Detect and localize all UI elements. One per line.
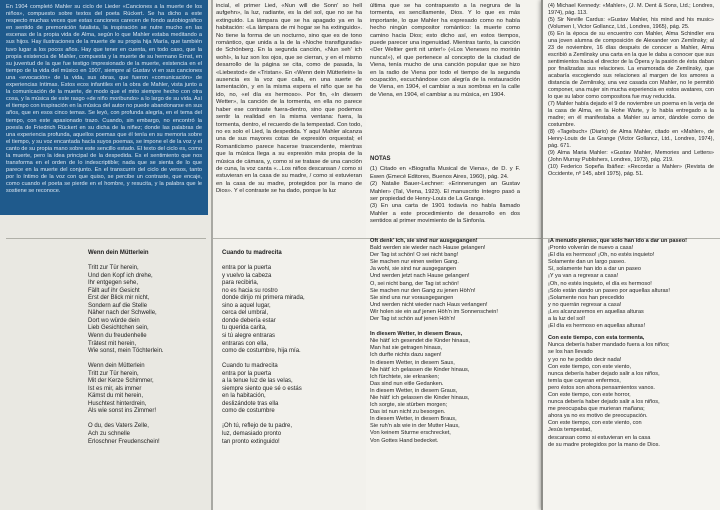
note-item: (8) «Tagebuch» (Diario) de Alma Mahler, citado en «Mahler», de Henry-Louis de La Grange (Victor Gollancz, Ltd., Londres, 1974), pág. 671. bbox=[548, 129, 714, 149]
right-page bbox=[542, 0, 720, 510]
poem-line: Wie sonst, mein Töchterlein. bbox=[88, 348, 164, 355]
poem-line: In diesem Wetter, in diesem Graus, bbox=[370, 387, 458, 394]
poem-line: como de costumbre bbox=[222, 408, 275, 415]
poem-line: ¡El día es hermoso! ¡Oh, no estés inquieto! bbox=[548, 252, 655, 259]
poem-line: Con este tiempo, con este horror, bbox=[548, 391, 631, 398]
poem-line: Der Tag ist schön! O sei nicht bang! bbox=[370, 252, 459, 259]
notes-title: NOTAS bbox=[370, 156, 391, 162]
center-page bbox=[366, 0, 542, 510]
poem-line: sino a aquel lugar, bbox=[222, 302, 271, 309]
poem-line: Tritt zur Tür herein, bbox=[88, 370, 139, 377]
intro-text: En 1904 completó Mahler su ciclo de Lieder «Canciones a la muerte de los niños», compuesto sobre textos del poeta Rückert. Se ha dicho a este respecto muchas veces que estas canciones carecen de fondo autobiográfico en sentido de premonición fatalista, la inspiración se nutre mucho en las escenas de la propia vida de Alma, según lo que Mahler estaba meditando a sus hijos. Hay ilustraciones de la muerte de su propia hija María, que también tuvo lugar a los pocos años. Hay que tener en cuenta, en todo caso, que la propia existencia de Mahler, compuesta y la muerte de su hermano Ernst, en su juventud de la que fue testigo impresionado de la muerte, existencia en el tiempo de la vida del músico en 1907, siempre al Gustav vi en sus canciones una «evocación» de la vida, sus obras, que fueron «comunicación» de experiencias íntimas. Estos ecos infantiles en la obra de Mahler, vista junto a la comunicación de la muerte, de modo que el mito siempre hecho con otra cosa, y la música de este rasgo «de niño moribundo» a lo largo de su vida. Así el tiempo con inspiración en la música del autor no puede abandonarse en sus años, que en esos cinco temas. Se leyó, con profunda alegría, en el tema del tiempo, con este apasionado trazo. Cuando, sin embargo, no encontró la poesía de Friedrich Rückert en su dicha de la niñez; donde las palabras de una experiencia profunda, aquellos poemas que él tenía en su memoria sobre el tiempo, y su voz encantada hacía suyos poemas, se impone el de la voz y el canto de su propia mano sobre este sencillo estado. El texto del ciclo es, como la muerte, pero la idea principal de la despedida. Es el sentimiento que nos transforma en el orden de lo indescriptible; nada que se sienta de lo que parece en la muerte del conjunto. En el transcurrir del ciclo de versos, tanto por lo íntimo de la voz con que quiso, se percibe un contraste, que encaje, como cuando el poeta se pierde en el hombre, y resucita, y la palabra que le sostiene se reconoce. bbox=[6, 4, 202, 195]
poem-line: Kämst du mit herein, bbox=[88, 393, 144, 400]
poem-line: Von Gottes Hand bedecket. bbox=[370, 437, 439, 444]
poem-line: Der Tag ist schön auf jenen Höh'n! bbox=[370, 316, 456, 323]
poem-line: Jesús tempestad, bbox=[548, 427, 592, 434]
poem-line: ¡Oh tú, reflejo de tu padre, bbox=[222, 423, 293, 430]
poem-title: ¡A menudo pienso, que sólo han ido a dar un paseo! bbox=[548, 238, 688, 244]
poem-line: en la habitación, bbox=[222, 393, 266, 400]
poem-title: Oft denk' ich, sie sind nur ausgegangen! bbox=[370, 238, 478, 244]
poem-line: Cuando tu madrecita bbox=[222, 363, 278, 370]
essay-column-2 bbox=[370, 3, 520, 151]
poem-line: Fällt auf ihr Gesicht bbox=[88, 287, 140, 294]
poem-line: ¡Solamente nos han precedido bbox=[548, 294, 625, 301]
poem-line: Mit der Kerze Schimmer, bbox=[88, 378, 154, 385]
poem-line: Nie hätt' ich gelassen die Kinder hinaus, bbox=[370, 394, 470, 401]
poem-line: nunca debería haber dejado salir a los niños, bbox=[548, 370, 660, 377]
poem-a-menudo-pienso bbox=[548, 238, 698, 449]
poem-line: Erloschner Freudenschein! bbox=[88, 438, 160, 445]
poem-line: descansan como si estuvieran en la casa bbox=[548, 434, 651, 441]
poem-line: O du, des Vaters Zelle, bbox=[88, 423, 149, 430]
poem-wenn-dein-muetterlein bbox=[88, 250, 164, 446]
poem-line: In diesem Wetter, in diesem Saus, bbox=[370, 359, 455, 366]
page-fold bbox=[541, 0, 543, 510]
poem-line: para recibirla, bbox=[222, 280, 259, 287]
notes-continued bbox=[548, 3, 714, 235]
poem-line: a la luz del sol! bbox=[548, 316, 586, 323]
poem-line: Con este tiempo, con este viento, bbox=[548, 363, 632, 370]
poem-line: Das ist nun nicht zu besorgen. bbox=[370, 409, 446, 416]
poem-title: Wenn dein Mütterlein bbox=[88, 250, 149, 256]
poem-line: Ihr entgegen sehe, bbox=[88, 280, 139, 287]
poem-line: Sie sind uns nur vorausgegangen bbox=[370, 294, 454, 301]
poem-line: tan pronto extinguido! bbox=[222, 438, 280, 445]
poem-line: Ach zu schnelle bbox=[88, 430, 131, 437]
poem-line: Ist es mir, als immer bbox=[88, 385, 142, 392]
poem-line: entraras con ella, bbox=[222, 340, 269, 347]
poem-line: donde dirijo mi primera mirada, bbox=[222, 295, 305, 302]
poem-line: y no querrán regresar a casa! bbox=[548, 301, 622, 308]
note-item: (4) Michael Kennedy: «Mahler», (J. M. Dent & Sons, Ltd.; Londres, 1974), pág. 113. bbox=[548, 3, 714, 16]
poem-line bbox=[88, 416, 164, 424]
poem-line: y yo no he podido decir nada! bbox=[548, 356, 622, 363]
poem-line: Sie ruh'n als wie in der Mutter Haus, bbox=[370, 423, 460, 430]
notes-section bbox=[370, 152, 520, 226]
poem-line: Nie hätt' ich gelassen die Kinder hinaus, bbox=[370, 366, 470, 373]
poem-line: tu querida carita, bbox=[222, 325, 267, 332]
poem-line: pero éstos son ahora pensamientos vanos. bbox=[548, 384, 655, 391]
poem-line: Lieb Gesichtchen sein, bbox=[88, 325, 149, 332]
poem-line: Huschtest hinterdrein, bbox=[88, 400, 147, 407]
poem-line: de su madre protegidos por la mano de Dios. bbox=[548, 441, 660, 448]
poem-line: ¡Sólo están dando un paseo por aquellas alturas! bbox=[548, 287, 670, 294]
note-item: (7) Mahler había dejado el 9 de noviembre un poema en la verja de la casa de Alma, en la Hohe Warte, y lo había entregado a la madre; en él manifestaba a Mahler su amor, dándole como de costumbre. bbox=[548, 101, 714, 128]
poem-line: O, sei nicht bang, der Tag ist schön! bbox=[370, 280, 459, 287]
poem-line: Ja wohl, sie sind nur ausgegangen bbox=[370, 266, 457, 273]
poem-title-2: Con este tiempo, con esta tormenta, bbox=[548, 335, 645, 342]
poem-line: Bald werden sie wieder nach Hause gelangen! bbox=[370, 245, 486, 252]
poem-line: ¡Pronto volverán de nuevo a casa! bbox=[548, 245, 634, 252]
divider-line bbox=[6, 238, 206, 239]
note-item: (10) Federico Sopeña Ibáñez: «Recordar a Mahler» (Revista de Occidente, nº 145, abril 1975), pág. 51. bbox=[548, 164, 714, 177]
poem-line: Sie machen nur einen weiten Gang. bbox=[370, 259, 459, 266]
poem-line: Solamente dan un largo paseo. bbox=[548, 259, 626, 266]
poem-line: luz, demasiado pronto bbox=[222, 430, 282, 437]
poem-title: Cuando tu madrecita bbox=[222, 250, 282, 256]
poem-line: no es hacia su rostro bbox=[222, 287, 278, 294]
poem-line: Und den Kopf ich drehe, bbox=[88, 272, 153, 279]
poem-line: Man hat sie getragen hinaus, bbox=[370, 345, 443, 352]
poem-line: donde debería estar bbox=[222, 317, 276, 324]
note-item: (2) Natalie Bauer-Lechner: «Erinnerungen an Gustav Mahler» (Tal, Viena, 1923). El manuscrito íntegro pasó a ser propiedad de Henry-Louis de La Grange. bbox=[370, 181, 520, 203]
poem-line: se los han llevado bbox=[548, 349, 593, 356]
note-item: (3) En una carta de 1901 todavía no había llamado Mahler a este procedimiento de desarrollo en dos sentidos al primer movimiento de la Sinfonía. bbox=[370, 203, 520, 225]
poem-cuando-tu-madrecita bbox=[222, 250, 305, 446]
poem-line: como de costumbre, hija mía. bbox=[222, 348, 301, 355]
poem-line: Ich sorgte, sie stürben morgen; bbox=[370, 402, 448, 409]
divider-line bbox=[212, 238, 366, 239]
poem-line: Sie machen nur den Gang zu jenen Höh'n! bbox=[370, 287, 476, 294]
essay-text-1: incial, el primer Lied, «Nun will die Sonn' so hell aufgehn», la luz, radiante, es la del sol, que no se ha extinguido. La lámpara que se ha apagado ya en la habitación: «La lámpara de mi hogar se ha extinguido». No tiene la forma de un nocturno, sino que es de tono romántico, que unida a la de la «Noche transfigurada» de Schönberg. En la segunda canción, «Nun seh' ich wohl», la luz son los ojos, que se cierran, y en el mismo desarrollo de la página se cita, como de pasada, la «Liebestod» de «Tristan». En «Wenn dein Mütterlein» la ausencia es la voz que calla, en una suerte de lamentación, y en la misma espera el niño que se ha ido, no, «el día es hermoso». Por fin, «In diesem Wetter», la canción de la tormenta, en ella no parece haber ese contraste fuera-dentro, sino que podemos sentir la realidad en la misma ventana: fuera, la tormenta, dentro, el recuerdo de la tempestad. Con todo, no es solo el Lied, la despedida. Y aquí Mahler alcanza una de sus mayores cotas de expresión orquestal; el Romanticismo parece hacerse trascendente, mientras que la música llega a su expresión más propia de la música de cámara, y, como si se tratase de una canción de cuna, la voz canta «...Los niños descansan / como si estuvieran en la casa de su madre, / como si estuvieran en la casa de su madre, protegidos por la mano de Dios». Y el contraste se ha dado, porque la luz bbox=[216, 3, 362, 195]
poem-line: Das sind nun eitle Gedanken. bbox=[370, 380, 444, 387]
note-item: (6) En la época de su encuentro con Mahler, Alma Schindler era una joven alumna de composición de Alexander von Zemlinsky; al 23 de noviembre, 16 días después de conocer a Mahler, Alma escribió a Zemlinsky una carta en la que le daba a conocer que sus sentimientos hacia el director de la Ópera y la pasión de ésta daban por finalizadas sus relaciones. La enamorada de Zemlinsky, que acabaría escogiendo sus relaciones al margen de los amores a distancia de Zemlinsky, una vez casada con Mahler, no le permitió componer, una mujer sin mucha experiencia en estos avatares, con lo que su labor como compositora fue muy reducida. bbox=[548, 31, 714, 100]
poem-line: Trätest mit herein, bbox=[88, 340, 137, 347]
note-item: (5) Sir Neville Cardus: «Gustav Mahler, his mind and his music» (Volumen I, Victor Gollancz, Ltd., Londres, 1965), pág. 25. bbox=[548, 17, 714, 30]
poem-line: ¡El día es hermoso en aquellas alturas! bbox=[548, 323, 646, 330]
poem-line: Con este tiempo, con este viento, con bbox=[548, 420, 642, 427]
poem-line: Erst der Blick mir nicht, bbox=[88, 295, 150, 302]
poem-line: Als wie sonst ins Zimmer! bbox=[88, 408, 157, 415]
poem-oft-denk-ich bbox=[370, 238, 498, 445]
essay-column-1 bbox=[216, 3, 362, 235]
poem-line: Von keinem Sturme erschrecket, bbox=[370, 430, 451, 437]
poem-line: deslizándote tras ella bbox=[222, 400, 279, 407]
poem-line: siempre siento que sé o estás bbox=[222, 385, 302, 392]
poem-line: Tritt zur Tür herein, bbox=[88, 265, 139, 272]
poem-line: Nunca debería haber mandado fuera a los niños; bbox=[548, 342, 670, 349]
poem-line: entra por la puerta bbox=[222, 370, 272, 377]
middle-page bbox=[212, 0, 366, 510]
poem-line: ¡Y ya van a regresar a casa! bbox=[548, 273, 619, 280]
poem-line: Wenn du freudenhelle bbox=[88, 332, 147, 339]
note-item: (9) Alma Maria Mahler: «Gustav Mahler, Memories and Letters» (John Murray Publishers, Londres, 1973), pág. 219. bbox=[548, 150, 714, 163]
poem-line: nunca debería haber dejado salir a los niños, bbox=[548, 399, 660, 406]
poem-line: Und werden nicht wieder nach Haus verlangen! bbox=[370, 301, 488, 308]
page-fold bbox=[211, 0, 213, 510]
poem-line: ¡Les alcanzaremos en aquellas alturas bbox=[548, 308, 644, 315]
left-page bbox=[0, 0, 212, 510]
intro-text-box bbox=[0, 0, 208, 215]
essay-text-2: última que se ha contrapuesto a la negrura de la tormenta, es sencillamente, Dios. Y lo que es más importante, lo que Mahler ha expresado como no había hecho ningún compositor romántico: la muerte como camino hacia Dios; esto dicho así, en estos tiempos, puede parecer una ingenuidad. Mientras tanto, la canción «Der Weltier gerit nit unter!» («Los Vieneses no morirán nunca!»), el que pertenece al concepto de la ciudad de Viena, tenía mucho de una canción popular que se hizo en la radio de Viena por todo el tiempo de la segunda ocupación, escuchándose con alegría de la restauración de Viena, en 1904, el cambiar a sus sombras en la calle de Viena, en 1904, el cambiar a su música, en 1904. bbox=[370, 3, 520, 98]
poem-line: Wir holen sie ein auf jenen Höh'n im Sonnenschein! bbox=[370, 308, 498, 315]
note-item: (1) Citado en «Biografía Musical de Viena», de D. y F. Ewen (Emecé Editores, Buenos Aires, 1960), pág. 24. bbox=[370, 166, 520, 180]
poem-line: si tú alegre entraras bbox=[222, 332, 276, 339]
poem-line: entra por la puerta bbox=[222, 265, 272, 272]
poem-title-2: In diesem Wetter, in diesem Braus, bbox=[370, 331, 463, 338]
poem-line: a la tenue luz de las velas, bbox=[222, 378, 293, 385]
poem-line: y vuelvo la cabeza bbox=[222, 272, 272, 279]
poem-line: Sondern auf die Stelle bbox=[88, 302, 148, 309]
poem-line bbox=[222, 416, 305, 424]
poem-line: Sí, solamente han ido a dar un paseo bbox=[548, 266, 641, 273]
poem-line: Näher nach der Schwelle, bbox=[88, 310, 157, 317]
poem-line: cerca del umbral, bbox=[222, 310, 269, 317]
poem-line: Wenn dein Mütterlein bbox=[88, 363, 145, 370]
poem-line: temía que cayeran enfermos, bbox=[548, 377, 621, 384]
poem-line: Ich fürchtete, sie erkranken; bbox=[370, 373, 440, 380]
poem-line: Ich durfte nichts dazu sagen! bbox=[370, 352, 442, 359]
poem-line: In diesem Wetter, in diesem Braus, bbox=[370, 416, 457, 423]
poem-line: Nie hätt' ich gesendet die Kinder hinaus, bbox=[370, 338, 470, 345]
poem-line: Dort wo würde dein bbox=[88, 317, 140, 324]
poem-line: me preocupaba que murieran mañana; bbox=[548, 406, 645, 413]
poem-line: Und werden jetzt nach Hause gelangen! bbox=[370, 273, 470, 280]
poem-line: ¡Oh, no estés inquieto, el día es hermoso! bbox=[548, 280, 652, 287]
poem-line: ahora ya no es motivo de preocupación. bbox=[548, 413, 648, 420]
